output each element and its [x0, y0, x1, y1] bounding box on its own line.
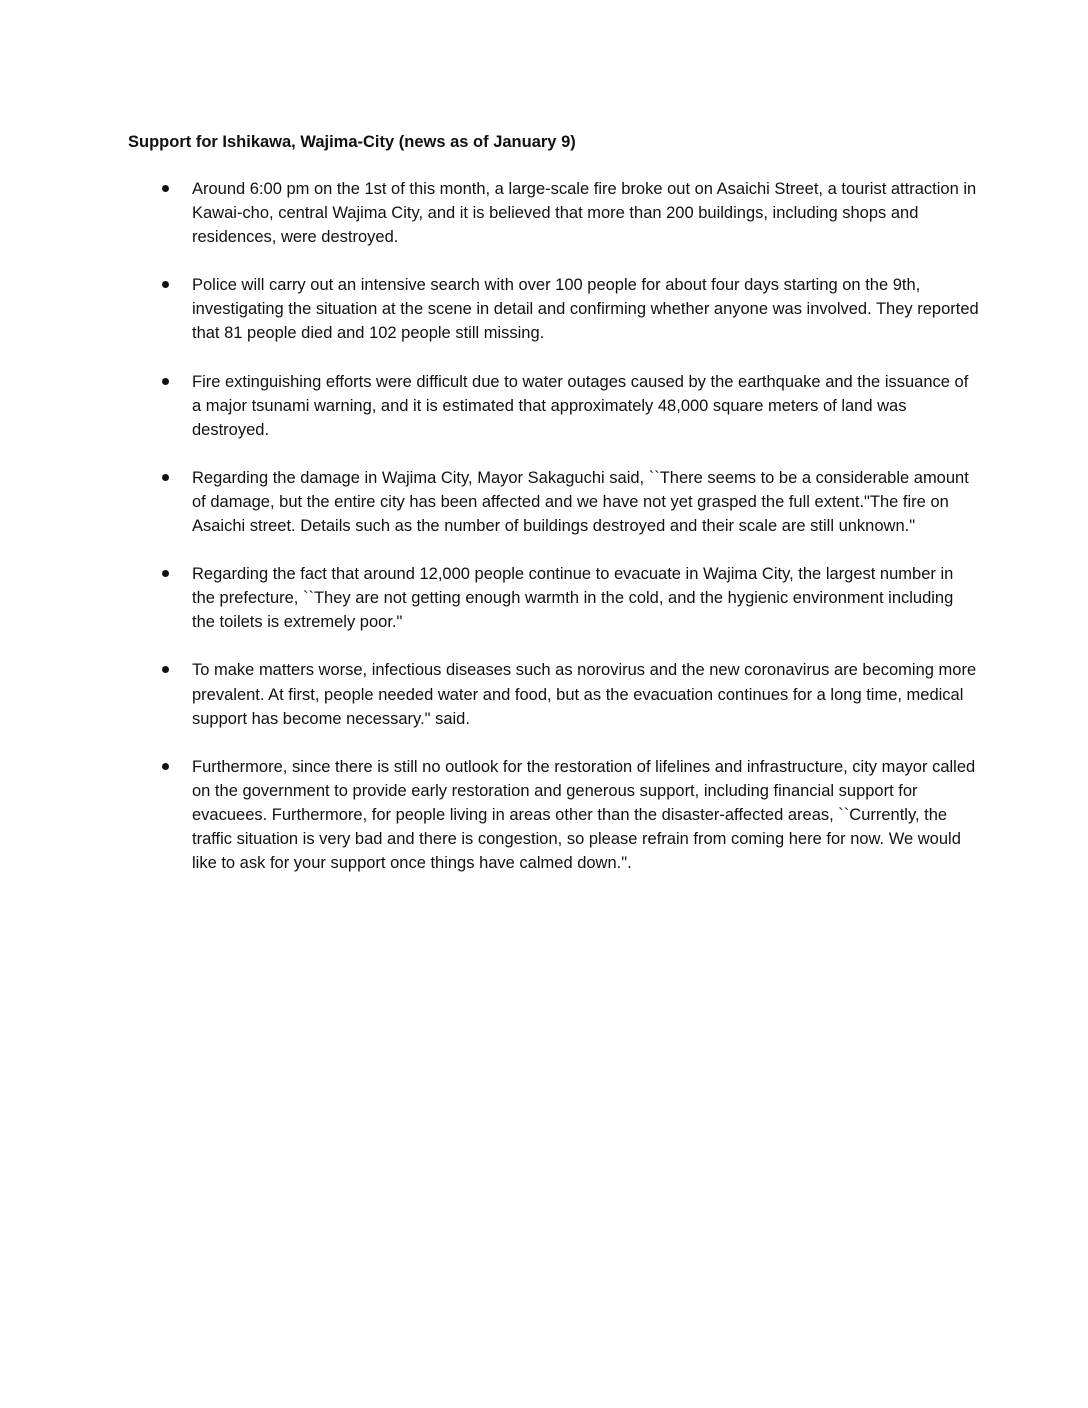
list-item-text: Fire extinguishing efforts were difficult due to water outages caused by the earthquake and the issuance of a major tsunami warning, and it is estimated that approximately 48,000 square meters of land was destroyed.	[192, 372, 969, 439]
bullet-icon	[162, 378, 169, 385]
bullet-icon	[162, 474, 169, 481]
list-item	[160, 466, 980, 538]
list-item	[160, 177, 980, 249]
document-title: Support for Ishikawa, Wajima-City (news as of January 9)	[128, 133, 576, 151]
list-item	[160, 273, 980, 345]
bullet-list	[160, 177, 980, 899]
list-item-text: Regarding the damage in Wajima City, Mayor Sakaguchi said, ``There seems to be a considerable amount of damage, but the entire city has been affected and we have not yet grasped the full extent."The fire on Asaichi street. Details such as the number of buildings destroyed and their scale are still unknown."	[192, 468, 969, 536]
bullet-icon	[162, 281, 169, 288]
bullet-icon	[162, 763, 169, 770]
list-item	[160, 370, 980, 442]
bullet-icon	[162, 570, 169, 577]
list-item-text: Around 6:00 pm on the 1st of this month, a large-scale fire broke out on Asaichi Street, a tourist attraction in Kawai-cho, central Wajima City, and it is believed that more than 200 buildings, including shops and residences, were destroyed.	[192, 180, 977, 247]
list-item	[160, 755, 980, 875]
list-item	[160, 562, 980, 634]
bullet-icon	[162, 185, 169, 192]
list-item-text: Regarding the fact that around 12,000 people continue to evacuate in Wajima City, the largest number in the prefecture, ``They are not getting enough warmth in the cold, and the hygienic environment including the toilets is extremely poor."	[192, 565, 954, 632]
list-item-text: Police will carry out an intensive search with over 100 people for about four days starting on the 9th, investigating the situation at the scene in detail and confirming whether anyone was involved. They reported that 81 people died and 102 people still missing.	[192, 276, 979, 343]
bullet-icon	[162, 666, 169, 673]
list-item-text: Furthermore, since there is still no outlook for the restoration of lifelines and infrastructure, city mayor called on the government to provide early restoration and generous support, including financial support for evacuees. Furthermore, for people living in areas other than the disaster-affected areas, ``Currently, the traffic situation is very bad and there is congestion, so please refrain from coming here for now. We would like to ask for your support once things have calmed down.".	[192, 757, 976, 873]
list-item	[160, 658, 980, 730]
list-item-text: To make matters worse, infectious diseases such as norovirus and the new coronavirus are becoming more prevalent. At first, people needed water and food, but as the evacuation continues for a long time, medical support has become necessary." said.	[192, 661, 977, 728]
